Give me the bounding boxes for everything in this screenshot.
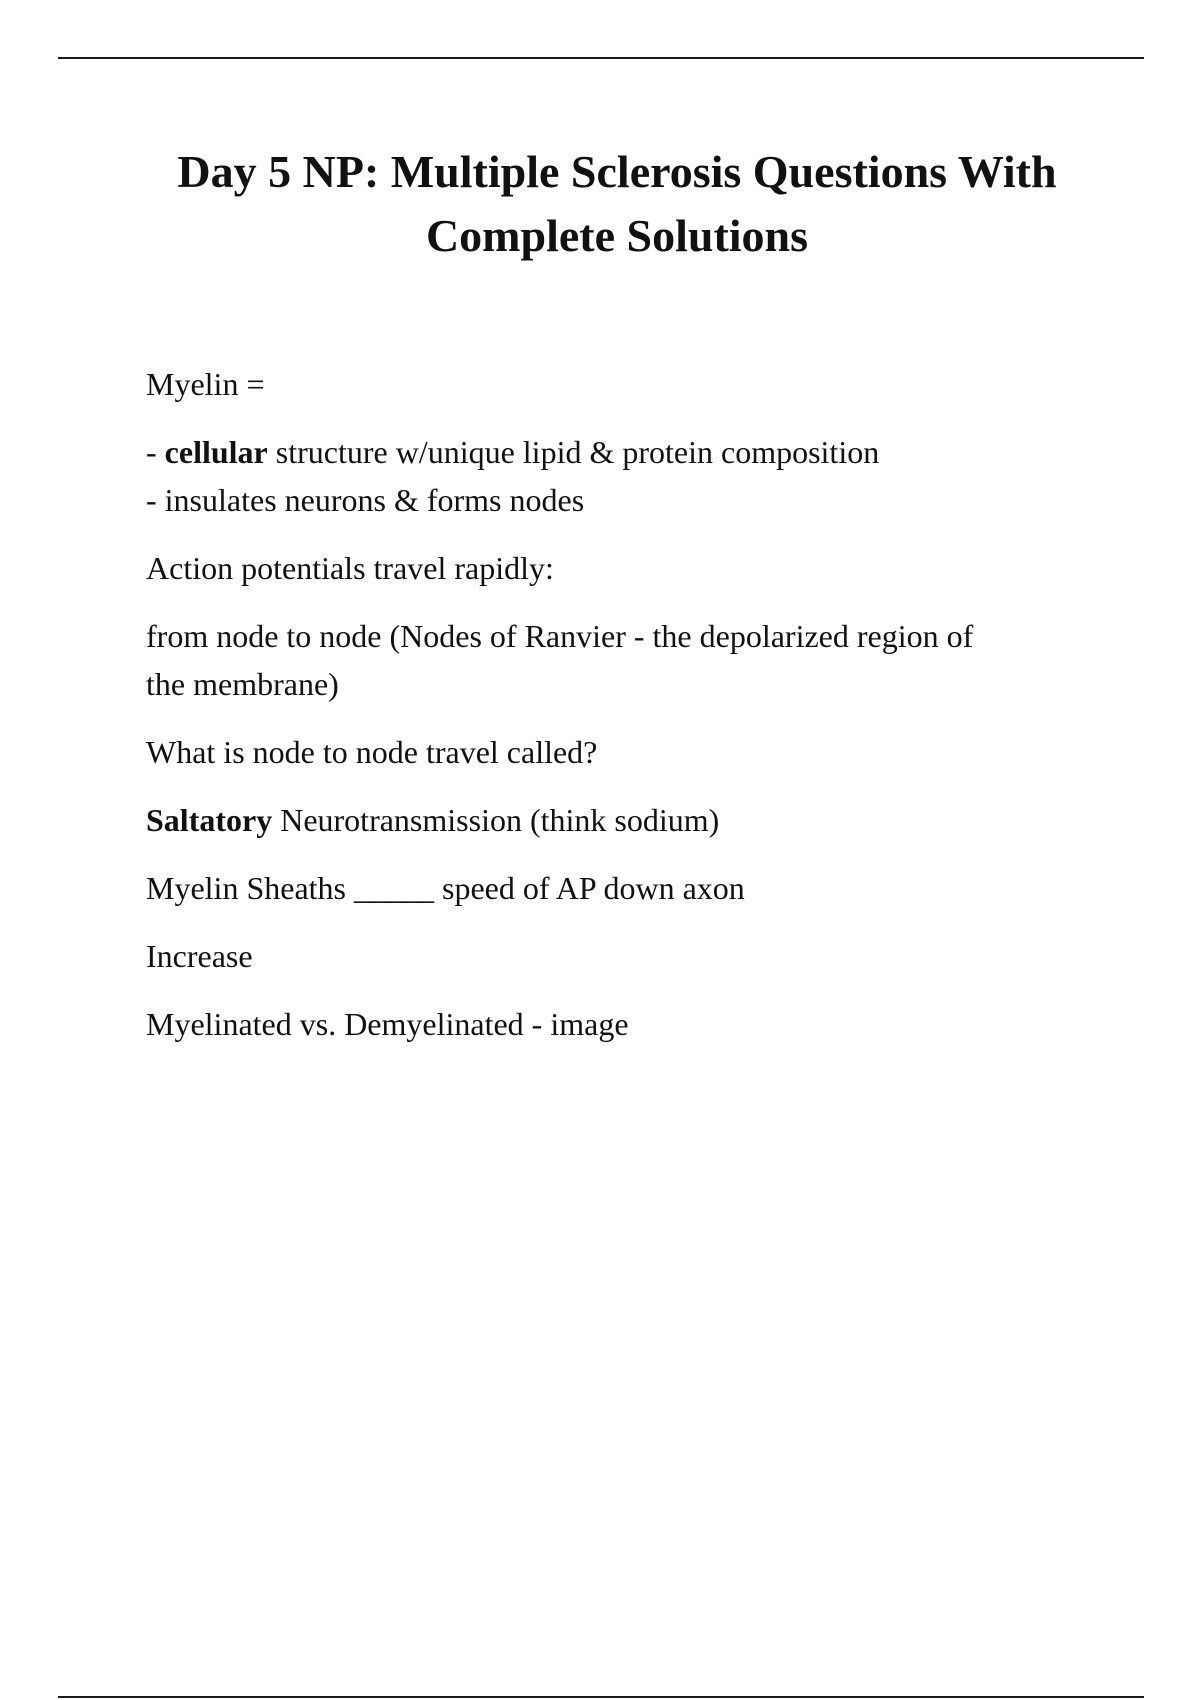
answer-myelin-sheaths: Increase — [146, 938, 253, 974]
question-action-potentials: Action potentials travel rapidly: — [146, 550, 554, 586]
answer-myelin-line-1 — [146, 428, 1136, 476]
dash-prefix: - — [146, 434, 165, 470]
answer-myelin-line-1-rest: structure w/unique lipid & protein composition — [267, 434, 880, 470]
answer-myelin-line-2: - insulates neurons & forms nodes — [146, 482, 585, 518]
bottom-rule — [58, 1696, 1144, 1698]
answer-action-potentials-line-2: the membrane) — [146, 666, 339, 702]
document-title — [80, 140, 1154, 268]
document-body — [146, 360, 1136, 1048]
answer-node-travel — [146, 796, 1136, 844]
title-line-2: Complete Solutions — [425, 210, 809, 261]
bold-term-cellular: cellular — [164, 434, 268, 470]
bold-term-saltatory: Saltatory — [146, 802, 273, 838]
answer-action-potentials — [146, 612, 1136, 708]
title-line-1: Day 5 NP: Multiple Sclerosis Questions With — [177, 146, 1057, 197]
question-myelin-sheaths: Myelin Sheaths _____ speed of AP down axon — [146, 870, 745, 906]
question-myelin: Myelin = — [146, 366, 265, 402]
top-rule — [58, 57, 1144, 59]
answer-myelin — [146, 428, 1136, 524]
answer-action-potentials-line-1: from node to node (Nodes of Ranvier - the depolarized region of — [146, 618, 974, 654]
question-node-travel: What is node to node travel called? — [146, 734, 598, 770]
question-myelinated-image: Myelinated vs. Demyelinated - image — [146, 1006, 629, 1042]
answer-node-travel-rest: Neurotransmission (think sodium) — [272, 802, 720, 838]
